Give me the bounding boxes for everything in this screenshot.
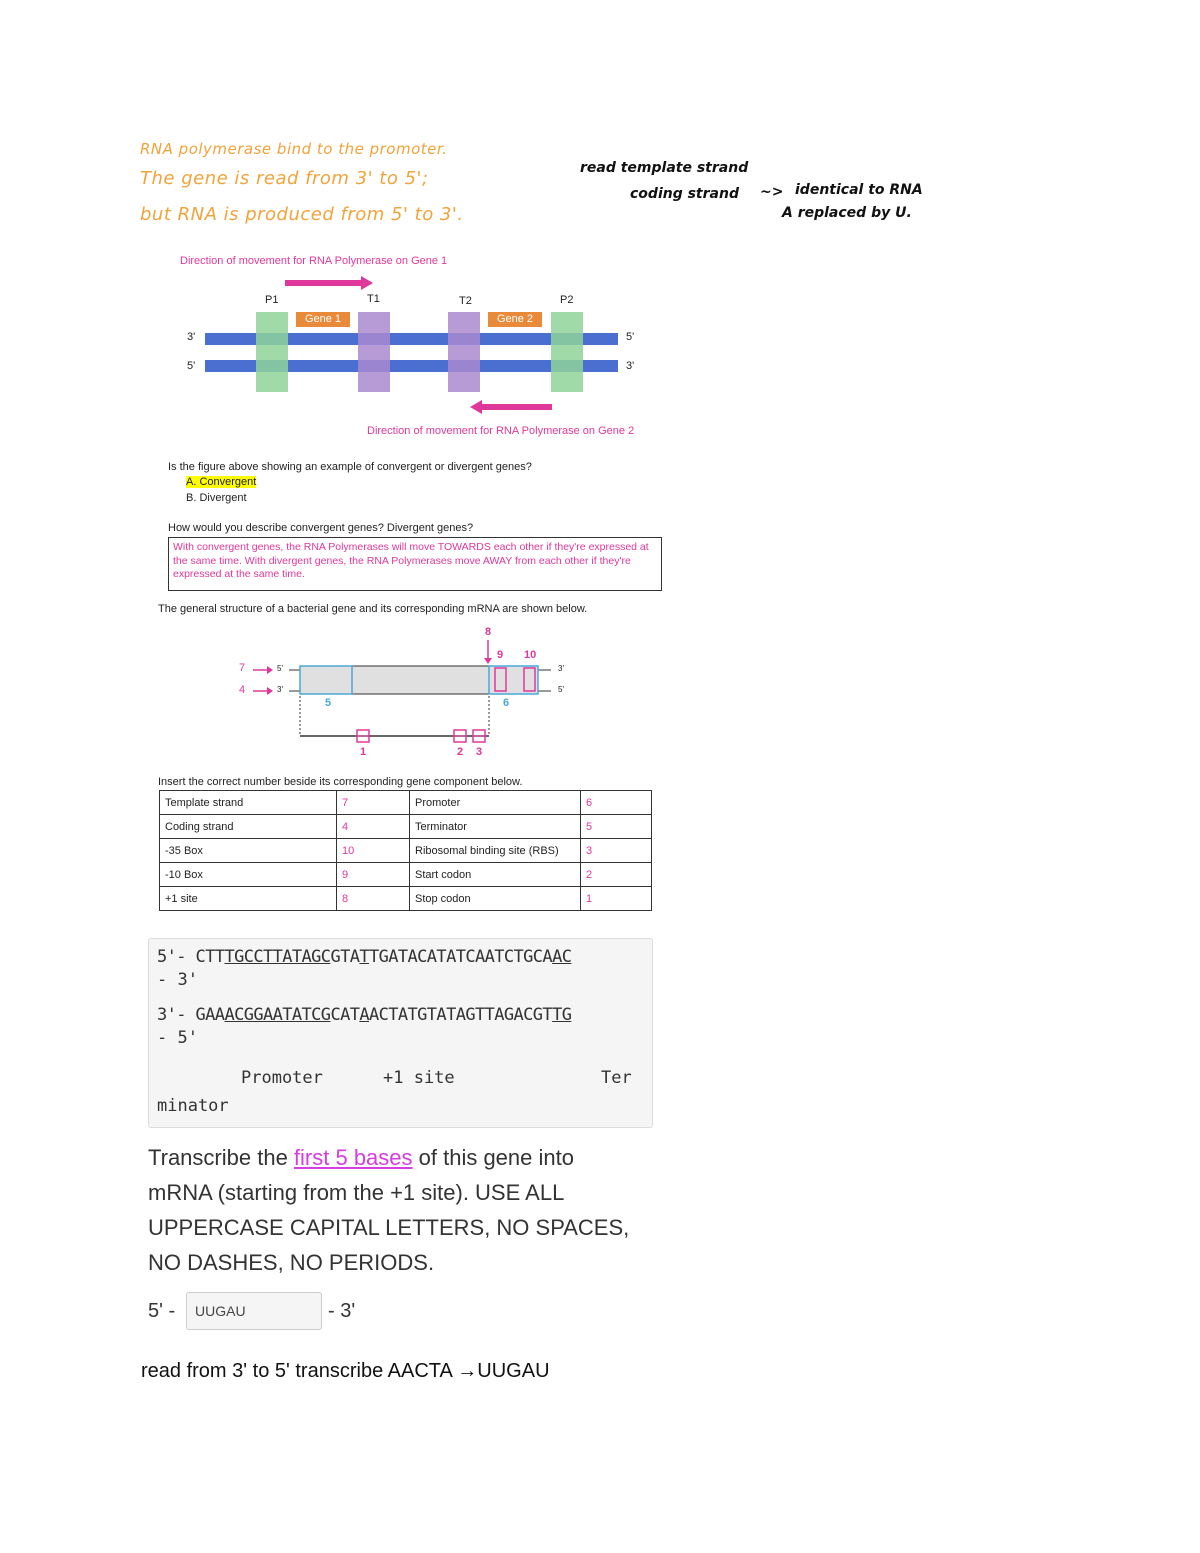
left-top-end: 3' xyxy=(187,331,196,343)
label-6: 6 xyxy=(503,697,510,709)
end-3: 3' xyxy=(277,685,283,694)
label-10: 10 xyxy=(524,649,537,661)
note-replaced: A replaced by U. xyxy=(782,205,912,221)
label-7: 7 xyxy=(239,662,246,674)
right-bottom-end: 3' xyxy=(626,360,635,372)
gene-component-table xyxy=(159,790,652,911)
answer-prefix: 5' - xyxy=(148,1300,176,1322)
terminator-t1-box xyxy=(358,312,390,392)
table-row xyxy=(160,839,652,863)
label-1: 1 xyxy=(360,746,367,758)
note-line-3: but RNA is produced from 5' to 3'. xyxy=(140,204,464,225)
note-identical: identical to RNA xyxy=(795,182,923,198)
terminator-t2-box xyxy=(448,312,480,392)
template-sequence-end: - 5' xyxy=(157,1028,198,1048)
table-cell: Terminator xyxy=(410,815,581,839)
table-cell: -35 Box xyxy=(160,839,337,863)
gene2-direction-caption: Direction of movement for RNA Polymerase on Gene 2 xyxy=(367,425,635,437)
table-cell: 4 xyxy=(337,815,410,839)
coding-sequence-line: 5'- CTTTGCCTTATAGCGTATTGATACATATCAATCTGCAAC xyxy=(157,947,572,967)
label-5: 5 xyxy=(325,697,332,709)
note-arrow: ~> xyxy=(760,184,784,200)
label-3: 3 xyxy=(476,746,483,758)
table-cell: 1 xyxy=(581,887,652,911)
table-cell: 3 xyxy=(581,839,652,863)
q1-text: Is the figure above showing an example of convergent or divergent genes? xyxy=(168,461,532,473)
table-caption: Insert the correct number beside its corresponding gene component below. xyxy=(158,776,523,788)
right-top-end: 5' xyxy=(626,331,635,343)
table-cell: 8 xyxy=(337,887,410,911)
table-row xyxy=(160,815,652,839)
q1-option-b: B. Divergent xyxy=(186,492,247,504)
gene1-direction-caption: Direction of movement for RNA Polymerase on Gene 1 xyxy=(180,255,448,267)
table-cell: 6 xyxy=(581,791,652,815)
t1-label: T1 xyxy=(367,293,380,305)
answer-suffix: - 3' xyxy=(328,1300,356,1322)
t2-label: T2 xyxy=(459,295,472,307)
q1-option-a: A. Convergent xyxy=(186,476,257,488)
label-2: 2 xyxy=(457,746,464,758)
end-3-right: 3' xyxy=(558,664,564,673)
sequence-box xyxy=(148,938,653,1128)
promoter-p1-box xyxy=(256,312,288,392)
left-bottom-end: 5' xyxy=(187,360,196,372)
table-cell: +1 site xyxy=(160,887,337,911)
gene1-direction-arrow xyxy=(285,276,375,290)
answer-input[interactable]: UUGAU xyxy=(186,1292,322,1330)
q2-answer-box: With convergent genes, the RNA Polymerases will move TOWARDS each other if they're expressed at the same time. With divergent genes, the RNA Polymerases move AWAY from each other if they're expressed at the same time. xyxy=(168,537,662,591)
gene2-direction-arrow xyxy=(470,400,554,414)
note-line-1: RNA polymerase bind to the promoter. xyxy=(140,140,448,158)
end-5-right: 5' xyxy=(558,685,564,694)
table-cell: 10 xyxy=(337,839,410,863)
first-5-bases-link[interactable]: first 5 bases xyxy=(293,1145,413,1170)
bacterial-gene-caption: The general structure of a bacterial gene and its corresponding mRNA are shown below. xyxy=(158,603,588,615)
p2-label: P2 xyxy=(560,294,574,306)
table-cell: Template strand xyxy=(160,791,337,815)
label-4: 4 xyxy=(239,684,246,696)
table-cell: 2 xyxy=(581,863,652,887)
q2-text: How would you describe convergent genes? Divergent genes? xyxy=(168,522,474,534)
transcribe-question: Transcribe the first 5 bases of this gene into mRNA (starting from the +1 site). USE ALL UPPERCASE CAPITAL LETTERS, NO SPACES, NO DASHES, NO PERIODS. xyxy=(148,1145,630,1275)
legend-ter: Ter xyxy=(601,1068,632,1088)
table-row xyxy=(160,863,652,887)
coding-sequence-end: - 3' xyxy=(157,970,198,990)
label-8: 8 xyxy=(485,626,492,638)
label-9: 9 xyxy=(497,649,504,661)
arrow-icon: → xyxy=(457,1360,478,1382)
promoter-p2-box xyxy=(551,312,583,392)
p1-label: P1 xyxy=(265,294,279,306)
table-cell: 5 xyxy=(581,815,652,839)
legend-promoter: Promoter xyxy=(241,1068,323,1088)
table-cell: Start codon xyxy=(410,863,581,887)
end-5: 5' xyxy=(277,664,283,673)
table-cell: 7 xyxy=(337,791,410,815)
table-cell: Ribosomal binding site (RBS) xyxy=(410,839,581,863)
template-sequence-line: 3'- GAAACGGAATATCGCATAACTATGTATAGTTAGACGTTG xyxy=(157,1005,572,1025)
note-template: read template strand xyxy=(580,160,749,176)
bacterial-gene-diagram xyxy=(225,622,585,762)
table-cell: Coding strand xyxy=(160,815,337,839)
footer-note: read from 3' to 5' transcribe AACTA →UUGAU xyxy=(141,1360,550,1382)
legend-plus1: +1 site xyxy=(383,1068,455,1088)
table-cell: 9 xyxy=(337,863,410,887)
table-cell: -10 Box xyxy=(160,863,337,887)
convergent-gene-figure xyxy=(180,250,680,450)
table-row xyxy=(160,887,652,911)
table-cell: Promoter xyxy=(410,791,581,815)
table-cell: Stop codon xyxy=(410,887,581,911)
note-line-2: The gene is read from 3' to 5'; xyxy=(140,168,429,189)
legend-minator: minator xyxy=(157,1096,229,1116)
gene2-label: Gene 2 xyxy=(488,312,542,327)
gene1-label: Gene 1 xyxy=(296,312,350,327)
table-row xyxy=(160,791,652,815)
note-coding: coding strand xyxy=(630,186,739,202)
